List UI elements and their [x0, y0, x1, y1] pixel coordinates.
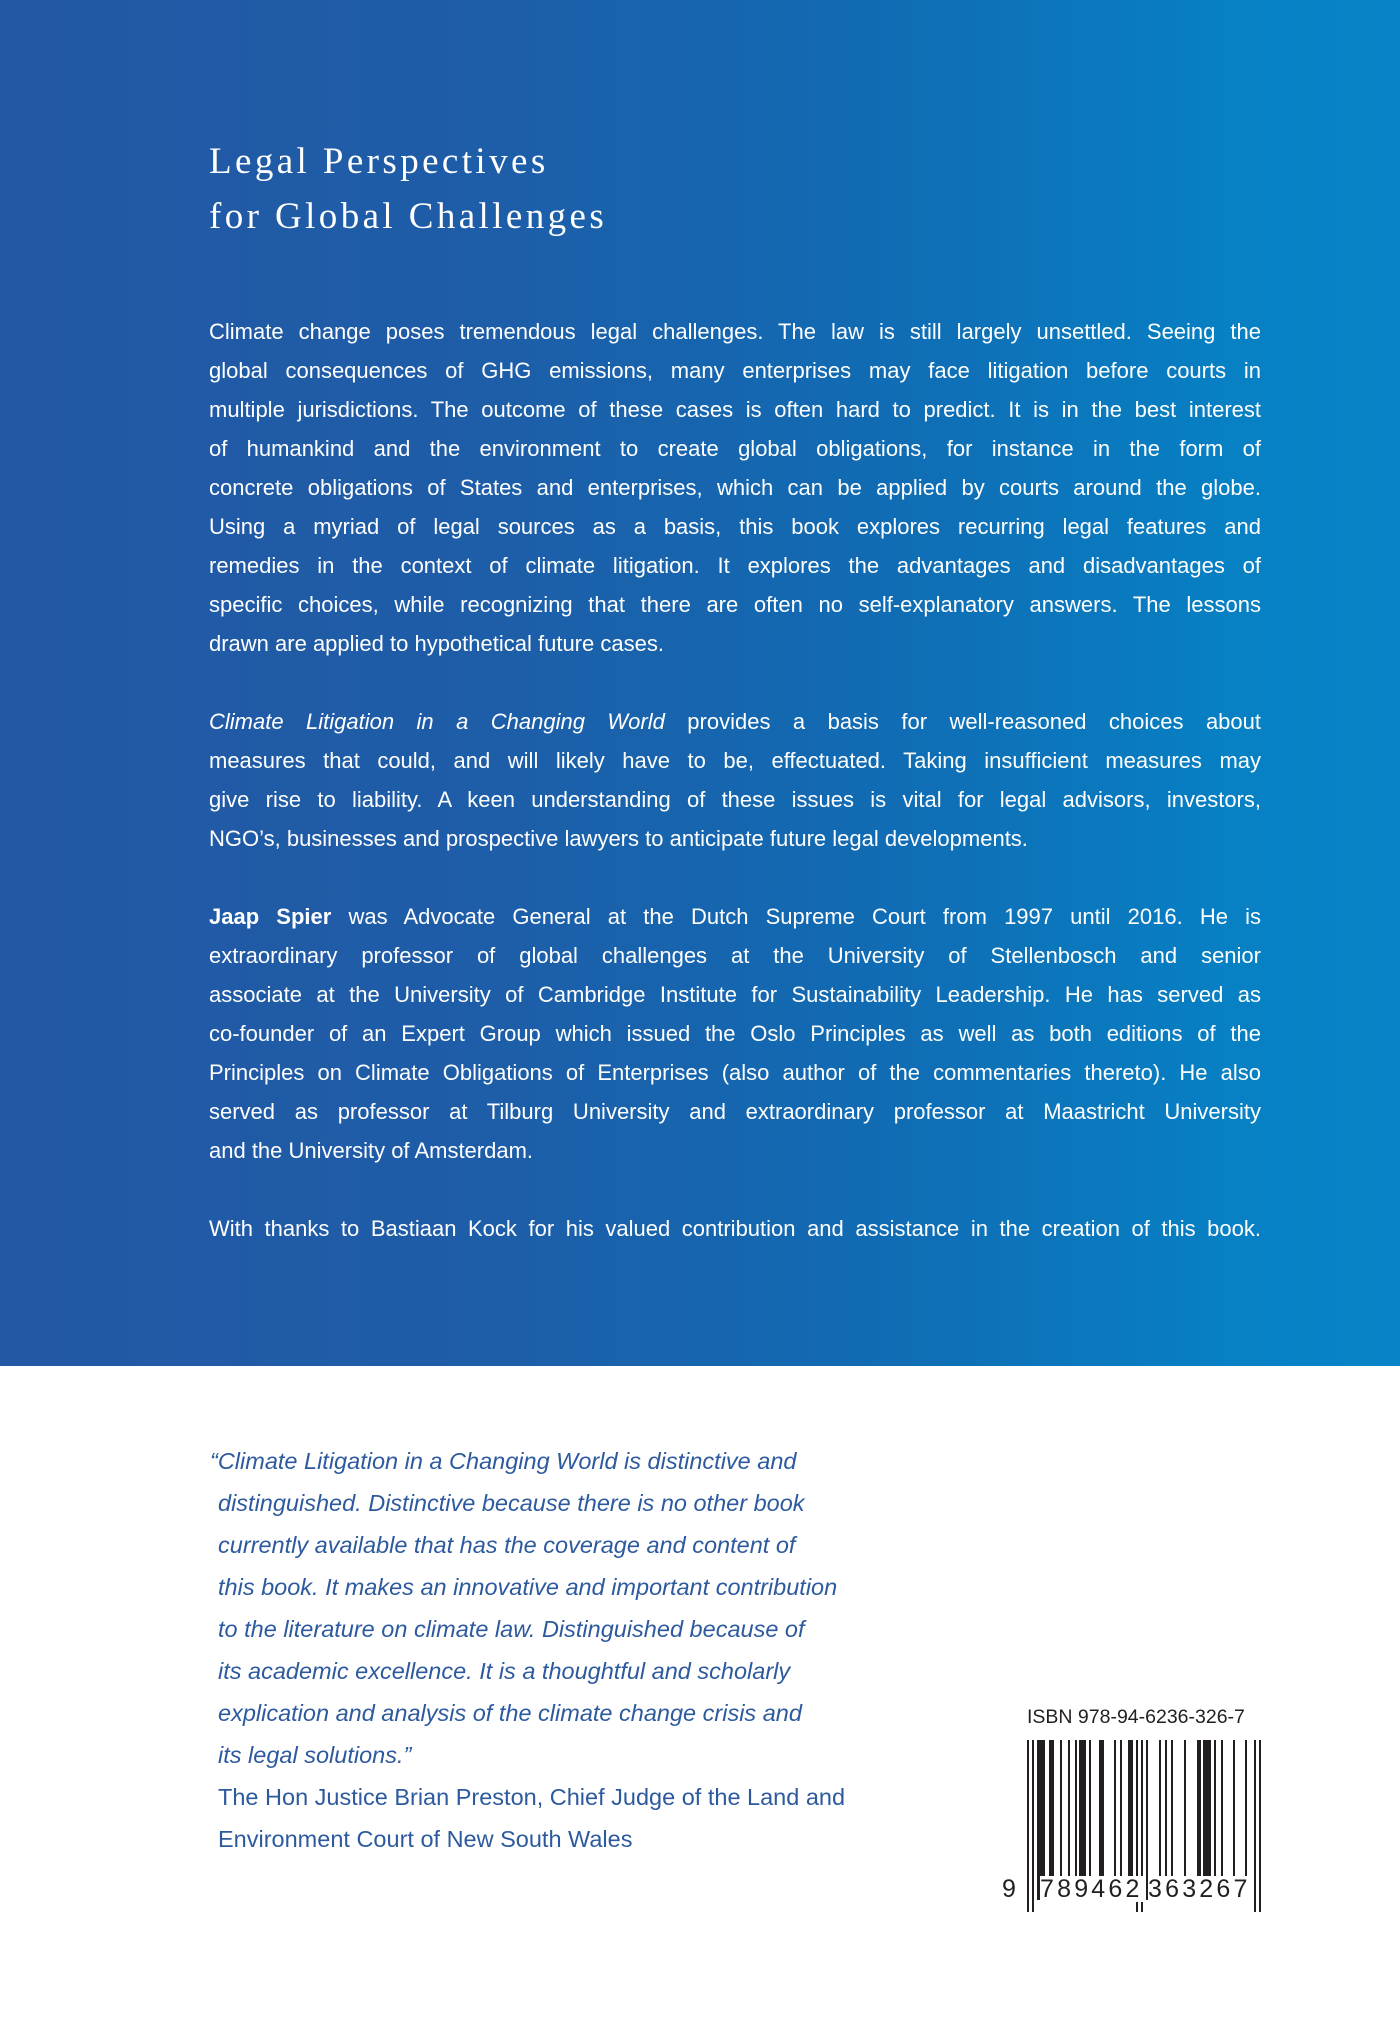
text-line: extraordinary professor of global challenges at the University of Stellenbosch and senior — [209, 943, 1261, 968]
text-line: concrete obligations of States and enterprises, which can be applied by courts around the globe. — [209, 475, 1261, 500]
quote-line: to the literature on climate law. Distinguished because of — [218, 1616, 805, 1642]
text-line: Climate change poses tremendous legal challenges. The law is still largely unsettled. Seeing the — [209, 319, 1261, 344]
series-title-line-2: for Global Challenges — [209, 196, 608, 237]
text-line: of humankind and the environment to create global obligations, for instance in the form of — [209, 436, 1261, 461]
barcode-digits-left: 789462 — [1040, 1875, 1143, 1903]
quote-line: this book. It makes an innovative and important contribution — [218, 1574, 838, 1600]
quote-line: explication and analysis of the climate change crisis and — [218, 1700, 802, 1726]
quote-line: its legal solutions.” — [218, 1742, 412, 1768]
quote-attribution-line: The Hon Justice Brian Preston, Chief Judge of the Land and — [218, 1784, 846, 1810]
text-line: associate at the University of Cambridge Institute for Sustainability Leadership. He has served as — [209, 982, 1261, 1007]
text-line: Principles on Climate Obligations of Enterprises (also author of the commentaries thereto). He also — [209, 1060, 1261, 1085]
quote-line: “Climate Litigation in a Changing World is distinctive and — [210, 1448, 797, 1474]
text-line: co-founder of an Expert Group which issued the Oslo Principles as well as both editions of the — [209, 1021, 1261, 1046]
text-line — [209, 702, 1261, 741]
text-line: drawn are applied to hypothetical future cases. — [209, 631, 664, 656]
author-bio — [209, 897, 1261, 1170]
text-line: With thanks to Bastiaan Kock for his valued contribution and assistance in the creation of this book. — [209, 1216, 1261, 1241]
text-fragment: was Advocate General at the Dutch Supreme Court from 1997 until 2016. He is — [331, 904, 1261, 929]
quote-line: currently available that has the coverage and content of — [218, 1532, 796, 1558]
description-paragraph-2 — [209, 702, 1261, 858]
quote-line: its academic excellence. It is a thoughtful and scholarly — [218, 1658, 791, 1684]
text-line: NGO’s, businesses and prospective lawyers to anticipate future legal developments. — [209, 826, 1028, 851]
quote-line: distinguished. Distinctive because there is no other book — [218, 1490, 805, 1516]
text-line: multiple jurisdictions. The outcome of these cases is often hard to predict. It is in the best interest — [209, 397, 1261, 422]
description-paragraph-1 — [209, 312, 1261, 663]
barcode-digits-right: 363267 — [1148, 1875, 1251, 1903]
text-line: global consequences of GHG emissions, many enterprises may face litigation before courts in — [209, 358, 1261, 383]
text-line: and the University of Amsterdam. — [209, 1138, 534, 1163]
text-fragment: provides a basis for well-reasoned choices about — [664, 709, 1261, 734]
isbn-barcode — [998, 1706, 1264, 1920]
text-line: Using a myriad of legal sources as a basis, this book explores recurring legal features and — [209, 514, 1261, 539]
acknowledgement — [209, 1209, 1261, 1248]
isbn-label: ISBN 978-94-6236-326-7 — [1027, 1706, 1245, 1728]
series-title — [209, 134, 607, 244]
author-name: Jaap Spier — [209, 904, 332, 929]
text-line: specific choices, while recognizing that there are often no self-explanatory answers. The lessons — [209, 592, 1261, 617]
barcode-digit-first: 9 — [1002, 1875, 1016, 1903]
endorsement-quote — [210, 1440, 910, 1860]
text-line: measures that could, and will likely have to be, effectuated. Taking insufficient measures may — [209, 748, 1261, 773]
text-line: remedies in the context of climate litigation. It explores the advantages and disadvantages of — [209, 553, 1261, 578]
text-line: give rise to liability. A keen understanding of these issues is vital for legal advisors, investors, — [209, 787, 1261, 812]
series-title-line-1: Legal Perspectives — [209, 141, 549, 182]
quote-attribution-line: Environment Court of New South Wales — [218, 1826, 633, 1852]
text-line — [209, 897, 1261, 936]
text-line: served as professor at Tilburg University and extraordinary professor at Maastricht University — [209, 1099, 1261, 1124]
book-title-italic: Climate Litigation in a Changing World — [209, 709, 665, 734]
